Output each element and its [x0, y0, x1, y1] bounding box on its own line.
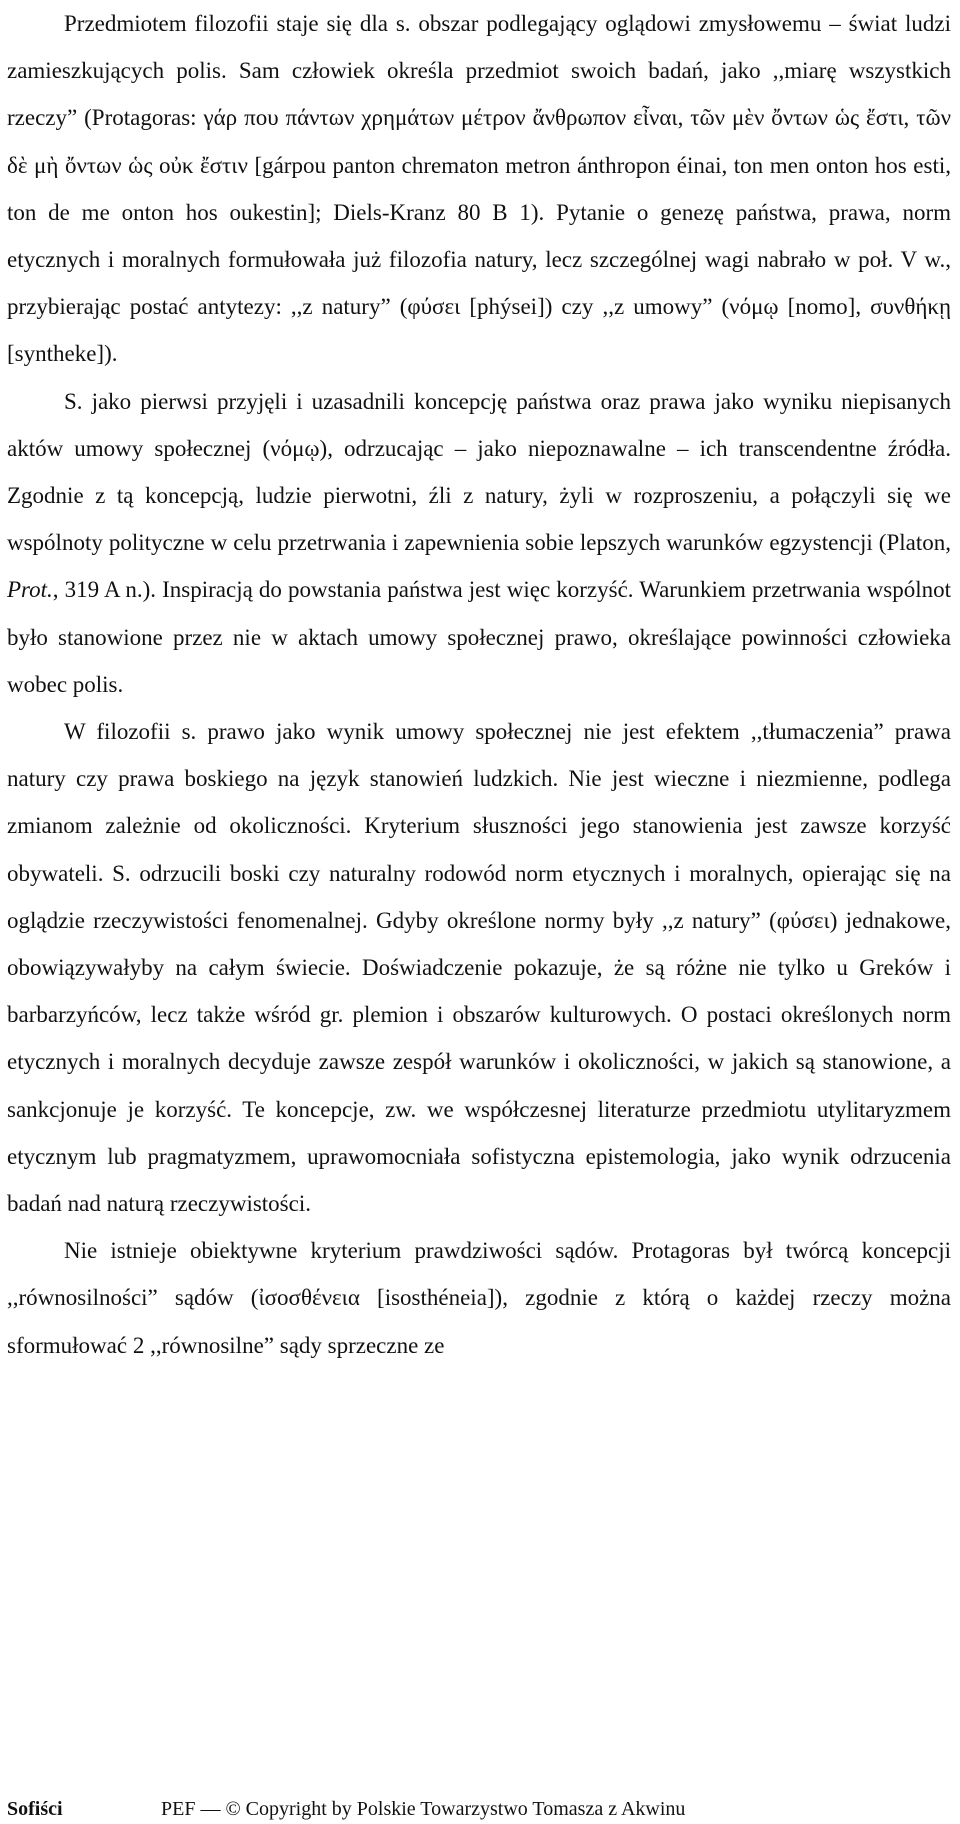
paragraph-3: W filozofii s. prawo jako wynik umowy społecznej nie jest efektem ,,tłumaczenia” prawa natury czy prawa boskiego na język stanowień ludzkich. Nie jest wieczne i niezmienne, podlega zmianom zależnie od okoliczności. Kryterium słuszności jego stanowienia jest zawsze korzyść obywateli. S. odrzucili boski czy naturalny rodowód norm etycznych i moralnych, opierając się na oglądzie rzeczywistości fenomenalnej. Gdyby określone normy były ,,z natury” (φύσει) jednakowe, obowiązywałyby na całym świecie. Doświadczenie pokazuje, że są różne nie tylko u Greków i barbarzyńców, lecz także wśród gr. plemion i obszarów kulturowych. O postaci określonych norm etycznych i moralnych decyduje zawsze zespół warunków i okoliczności, w jakich są stanowione, a sankcjonuje je korzyść. Te koncepcje, zw. we współczesnej literaturze przedmiotu utylitaryzmem etycznym lub pragmatyzmem, uprawomocniała sofistyczna epistemologia, jako wynik odrzucenia badań nad naturą rzeczywistości. [7, 719, 951, 1217]
footer-copyright: PEF — © Copyright by Polskie Towarzystwo Tomasza z Akwinu [161, 1798, 686, 1820]
paragraph-1: Przedmiotem filozofii staje się dla s. obszar podlegający oglądowi zmysłowemu – świat ludzi zamieszkujących polis. Sam człowiek określa przedmiot swoich badań, jako ,,miarę wszystkich rzeczy” (Protagoras: γάρ που πάντων χρημάτων μέτρον ἄνθρωπον εἶναι, τῶν μὲν ὄντων ὡς ἔστι, τῶν δὲ μὴ ὄντων ὡς οὐκ ἔστιν [gárpou panton chrematon metron ánthropon éinai, ton men onton hos esti, ton de me onton hos oukestin]; Diels-Kranz 80 B 1). Pytanie o genezę państwa, prawa, norm etycznych i moralnych formułowała już filozofia natury, lecz szczególnej wagi nabrało w poł. V w., przybierając postać antytezy: ,,z natury” (φύσει [phýsei]) czy ,,z umowy” (νόμῳ [nomo], συνθήκῃ [syntheke]). [7, 11, 951, 367]
paragraph-4: Nie istnieje obiektywne kryterium prawdziwości sądów. Protagoras był twórcą koncepcji ,,równosilności” sądów (ἰσοσθένεια [isosthéneia]), zgodnie z którą o każdej rzeczy można sformułować 2 ,,równosilne” sądy sprzeczne ze [7, 1238, 951, 1358]
paragraph-2-text-before: S. jako pierwsi przyjęli i uzasadnili koncepcję państwa oraz prawa jako wyniku niepisanych aktów umowy społecznej (νόμῳ), odrzucając – jako niepoznawalne – ich transcendentne źródła. Zgodnie z tą koncepcją, ludzie pierwotni, źli z natury, żyli w rozproszeniu, a połączyli się we wspólnoty polityczne w celu przetrwania i zapewnienia sobie lepszych warunków egzystencji (Platon, [7, 388, 951, 556]
work-title-italic: Prot. [7, 577, 53, 603]
page-footer [7, 1796, 951, 1822]
footer-title: Sofiści [7, 1798, 63, 1820]
paragraph-2-text-after: , 319 A n.). Inspiracją do powstania państwa jest więc korzyść. Warunkiem przetrwania wspólnot było stanowione przez nie w aktach umowy społecznej prawo, określające powinności człowieka wobec polis. [7, 577, 951, 697]
article-body [7, 0, 951, 1369]
paragraph-2 [7, 378, 951, 708]
